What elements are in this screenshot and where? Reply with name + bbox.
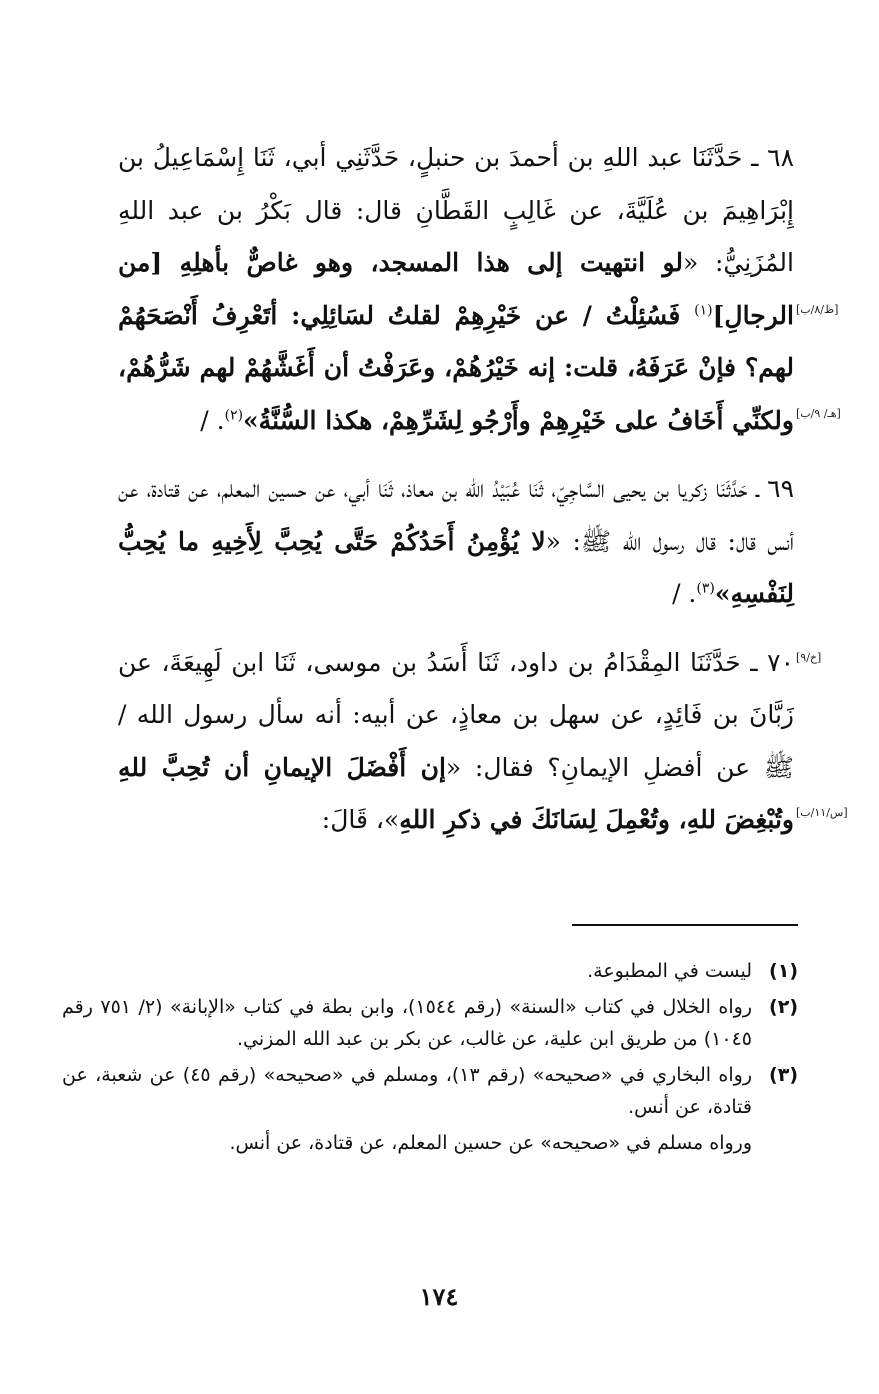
margin-manuscript-ref: [س/١١/ب] (796, 806, 848, 819)
margin-manuscript-ref: [ظ/٨/ب] (796, 303, 839, 316)
footnote-number: (٢) (769, 996, 798, 1018)
footnote-reference[interactable]: (٣) (696, 580, 715, 597)
footnote-3-continuation: ورواه مسلم في «صحيحه» عن حسين المعلم، عن قتادة، عن أنس. (229, 1132, 752, 1154)
footnotes-section (62, 955, 798, 1159)
hadith-continuation: »، قَالَ: (321, 805, 400, 834)
hadith-70 (118, 637, 794, 847)
footnote-1 (62, 955, 798, 987)
footnote-3 (62, 1059, 798, 1123)
footnote-reference[interactable]: (٢) (224, 407, 244, 424)
hadith-chain: ٧٠ ـ حَدَّثَنَا المِقْدَامُ بن داود، ثَنَا أَسَدُ بن موسى، ثَنَا ابن لَهِيعَةَ، عن زَبَّانَ بن فَائِدٍ، عن سهل بن معاذٍ، عن أبيه: أنه سأل رسول الله / ﷺ عن أفضلِ الإيمانِ؟ فقال: « (118, 647, 794, 782)
page-number: ١٧٤ (419, 1282, 459, 1311)
hadith-text: لو انتهيت إلى هذا المسجد، وهو غاصٌّ بأهلِهِ [من الرجالِ] (118, 248, 794, 330)
margin-manuscript-ref: [خ/٩] (796, 651, 822, 664)
footnote-divider (572, 924, 798, 926)
footnote-number: (٣) (769, 1064, 798, 1086)
footnote-text: ليست في المطبوعة. (587, 960, 752, 982)
hadith-69 (118, 463, 794, 621)
closing-quote: » (714, 579, 731, 608)
hadith-chain: ٦٨ ـ حَدَّثَنَا عبد اللهِ بن أحمدَ بن حنبلٍ، حَدَّثَنِي أبي، ثَنَا إِسْمَاعِيلُ بن إِبْرَاهِيمَ بن عُلَيَّةَ، عن غَالِبٍ القَطَّانِ قال: قال بَكْرُ بن عبد اللهِ المُزَنِيُّ: « (118, 143, 794, 277)
hadith-end: . / (672, 579, 697, 608)
footnote-text: رواه الخلال في كتاب «السنة» (رقم ١٥٤٤)، وابن بطة في كتاب «الإبانة» (٢/ ٧٥١ رقم ١٠٤٥) من طريق ابن علية، عن غالب، عن بكر بن عبد الله المزني. (62, 996, 752, 1050)
hadith-text-continued: فَسُئِلْتُ / عن خَيْرِهِمْ لقلتُ لسَائِلِي: أتَعْرِفُ أَنْصَحَهُمْ لهم؟ فإنْ عَرَفَهُ، قلت: إنه خَيْرُهُمْ، وعَرَفْتُ أن أَغَشَّهُمْ لهم شَرُّهُمْ، ولكنِّي أَخَافُ على خَيْرِهِمْ وأَرْجُو لِشَرِّهِمْ، هكذا السُّنَّةُ (118, 300, 794, 435)
hadith-68 (118, 132, 794, 447)
footnote-2 (62, 991, 798, 1055)
closing-quote: » (243, 405, 259, 435)
footnote-text: رواه البخاري في «صحيحه» (رقم ١٣)، ومسلم في «صحيحه» (رقم ٤٥) عن شعبة، عن قتادة، عن أنس. (62, 1064, 753, 1118)
hadith-text: لا يُؤْمِنُ أَحَدُكُمْ حَتَّى يُحِبَّ لِأَخِيهِ ما يُحِبُّ لِنَفْسِهِ (118, 526, 794, 608)
footnote-reference[interactable]: (١) (694, 302, 713, 319)
footnote-number: (١) (769, 960, 798, 982)
margin-manuscript-ref: [هـ/ ٩/ب] (796, 407, 841, 420)
hadith-chain: ٦٩ ـ حَدَّثَنَا زكريا بن يحيى السَّاجِيّ، ثَنَا عُبَيْدُ الله بن معاذ، ثَنَا أبي، عن حسين المعلم، عن قتادة، عن أنس قال: قال رسول الله ﷺ: « (118, 474, 794, 556)
main-text-body (118, 132, 794, 847)
hadith-text: إن أَفْضَلَ الإيمانِ أن تُحِبَّ للهِ وتُبْغِضَ للهِ، وتُعْمِلَ لِسَانَكَ في ذكرِ اللهِ (118, 752, 794, 834)
hadith-end: . / (200, 405, 225, 435)
